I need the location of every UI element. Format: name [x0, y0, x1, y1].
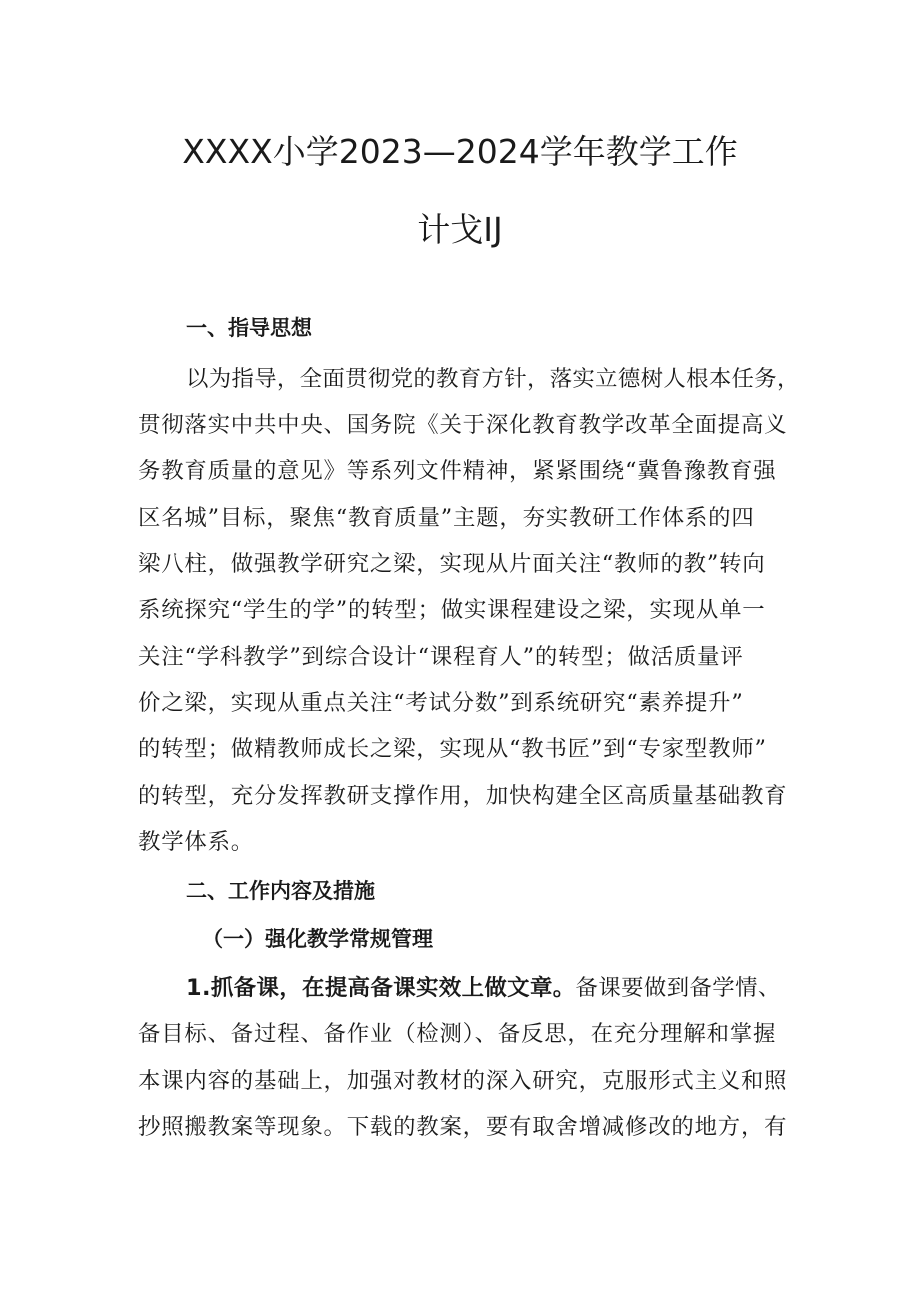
- section-2-heading: 二、工作内容及措施: [186, 879, 375, 903]
- item-1-first-line: [186, 973, 781, 1003]
- paragraph-line: 贯彻落实中共中央、国务院《关于深化教育教学改革全面提高义: [138, 412, 788, 438]
- paragraph-line: 本课内容的基础上，加强对教材的深入研究，克服形式主义和照: [138, 1068, 788, 1094]
- item-1-lead: 1.抓备课，在提高备课实效上做文章。: [186, 975, 576, 1001]
- paragraph-line: 抄照搬教案等现象。下载的教案，要有取舍增减修改的地方，有: [138, 1114, 788, 1140]
- item-1-first-rest: 备课要做到备学情、: [575, 975, 781, 1001]
- paragraph-line: 价之梁，实现从重点关注“考试分数”到系统研究“素养提升”: [138, 690, 744, 716]
- section-2-subheading: （一）强化教学常规管理: [202, 927, 433, 951]
- section-1-heading: 一、指导思想: [186, 316, 312, 340]
- paragraph-line: 关注“学科教学”到综合设计“课程育人”的转型；做活质量评: [138, 644, 744, 670]
- paragraph-line: 以为指导，全面贯彻党的教育方针，落实立德树人根本任务，: [186, 366, 800, 392]
- document-title-line-2: 计戈IJ: [417, 210, 503, 249]
- paragraph-line: 区名城”目标，聚焦“教育质量”主题，夯实教研工作体系的四: [138, 505, 755, 531]
- paragraph-line: 教学体系。: [138, 829, 254, 855]
- document-title-line-1: XXXX小学2023—2024学年教学工作: [182, 132, 738, 171]
- paragraph-line: 的转型，充分发挥教研支撑作用，加快构建全区高质量基础教育: [138, 783, 788, 809]
- paragraph-line: 梁八柱，做强教学研究之梁，实现从片面关注“教师的教”转向: [138, 551, 766, 577]
- paragraph-line: 系统探究“学生的学”的转型；做实课程建设之梁，实现从单一: [138, 597, 766, 623]
- paragraph-line: 务教育质量的意见》等系列文件精神，紧紧围绕“冀鲁豫教育强: [138, 458, 777, 484]
- paragraph-line: 的转型；做精教师成长之梁，实现从“教书匠”到“专家型教师”: [138, 736, 767, 762]
- paragraph-line: 备目标、备过程、备作业（检测）、备反思，在充分理解和掌握: [138, 1021, 777, 1047]
